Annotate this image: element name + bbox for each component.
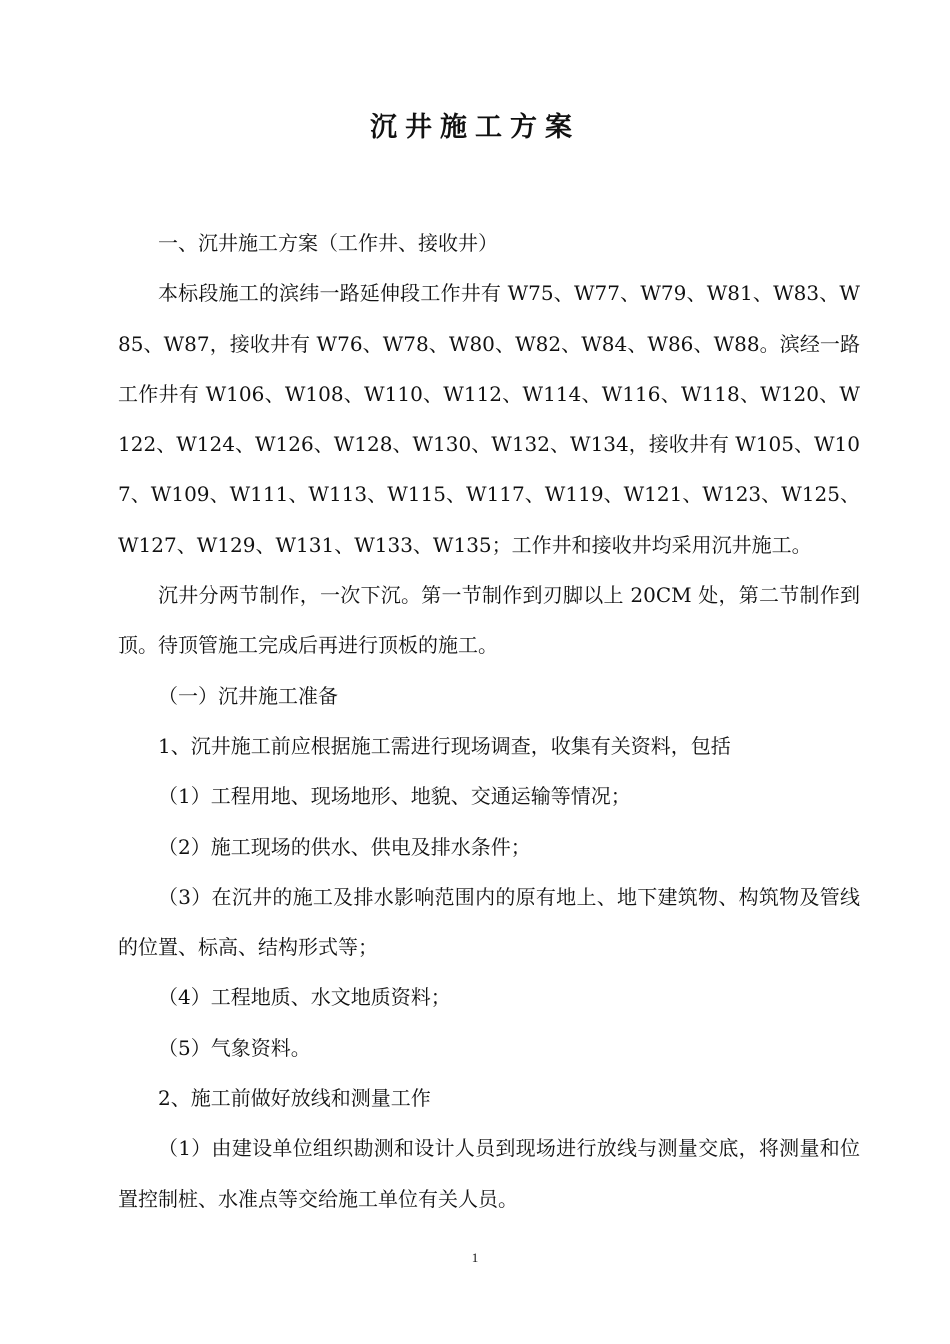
list-item: （4）工程地质、水文地质资料； bbox=[158, 985, 451, 1010]
list-item: 1、沉井施工前应根据施工需进行现场调查，收集有关资料，包括 bbox=[158, 733, 731, 758]
subsection-heading: （一）沉井施工准备 bbox=[158, 683, 338, 708]
paragraph-sinking-method: 沉井分两节制作，一次下沉。第一节制作到刃脚以上 20CM 处，第二节制作到顶。待顶管施工完成后再进行顶板的施工。 bbox=[118, 583, 860, 658]
list-item: （1）工程用地、现场地形、地貌、交通运输等情况； bbox=[158, 784, 631, 809]
list-item: （5）气象资料。 bbox=[158, 1035, 311, 1060]
document-body bbox=[118, 218, 860, 1224]
paragraph-well-list: 本标段施工的滨纬一路延伸段工作井有 W75、W77、W79、W81、W83、W85、W87，接收井有 W76、W78、W80、W82、W84、W86、W88。滨经一路工作井有 W106、W108、W110、W112、W114、W116、W118、W120、W122、W124、W126、W128、W130、W132、W134，接收井有 W105、W107、W109、W111、W113、W115、W117、W119、W121、W123、W125、W127、W129、W131、W133、W135；工作井和接收井均采用沉井施工。 bbox=[118, 281, 860, 557]
document-title: 沉井施工方案 bbox=[370, 112, 580, 143]
section-heading: 一、沉井施工方案（工作井、接收井） bbox=[158, 231, 498, 255]
page-number: 1 bbox=[471, 1250, 479, 1265]
list-item: （2）施工现场的供水、供电及排水条件； bbox=[158, 834, 531, 859]
list-item: （1）由建设单位组织勘测和设计人员到现场进行放线与测量交底，将测量和位置控制桩、水准点等交给施工单位有关人员。 bbox=[118, 1136, 860, 1211]
list-item: （3）在沉井的施工及排水影响范围内的原有地上、地下建筑物、构筑物及管线的位置、标高、结构形式等； bbox=[118, 884, 860, 960]
list-item: 2、施工前做好放线和测量工作 bbox=[158, 1086, 431, 1111]
